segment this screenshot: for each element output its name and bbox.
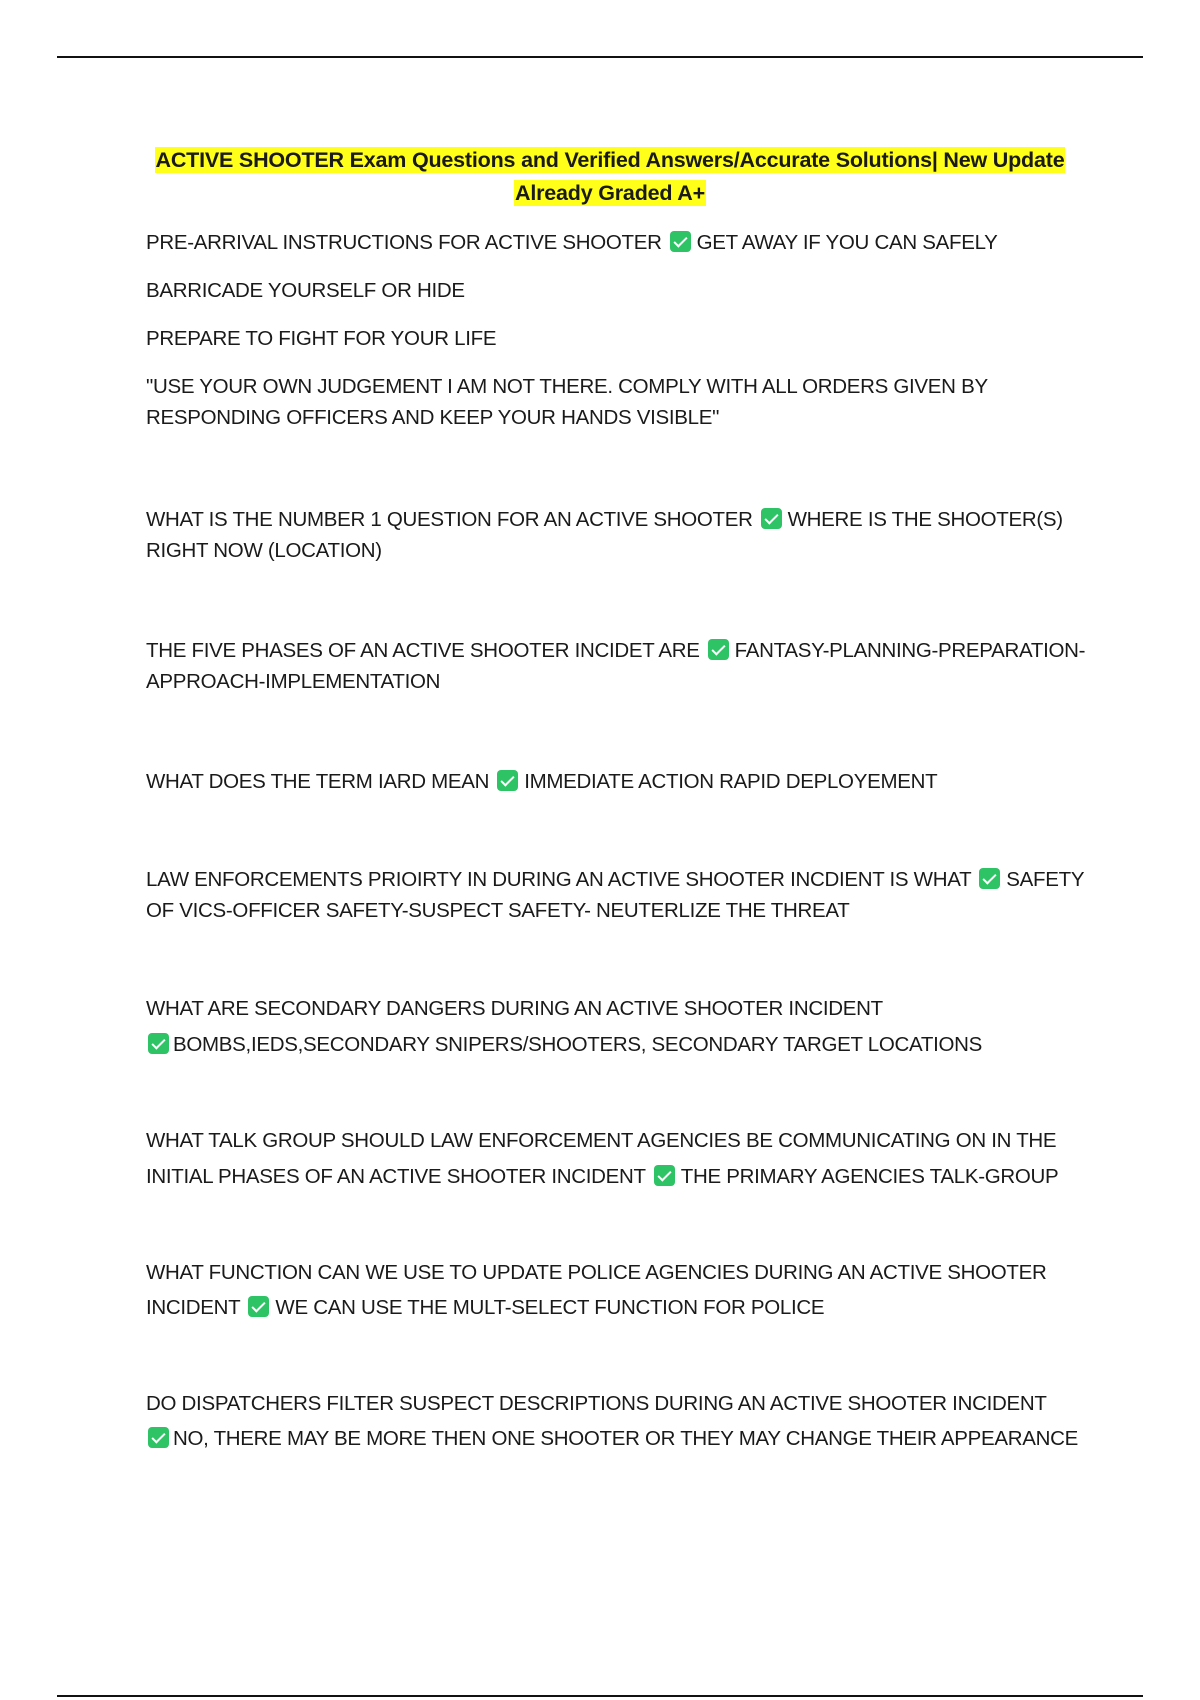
answer-text: WHERE IS THE SHOOTER(S) RIGHT NOW (LOCATION) — [146, 508, 1063, 562]
check-mark-icon — [148, 1033, 169, 1054]
qa-item — [146, 1386, 1092, 1456]
answer-text: FANTASY-PLANNING-PREPARATION-APPROACH-IMPLEMENTATION — [146, 639, 1086, 693]
answer-text: IMMEDIATE ACTION RAPID DEPLOYEMENT — [524, 770, 938, 793]
question-text: WHAT TALK GROUP SHOULD LAW ENFORCEMENT AGENCIES BE COMMUNICATING ON IN THE INITIAL PHASES OF AN ACTIVE SHOOTER INCIDENT — [146, 1129, 1057, 1188]
document-title — [145, 144, 1075, 210]
question-text: WHAT IS THE NUMBER 1 QUESTION FOR AN ACTIVE SHOOTER — [146, 508, 753, 531]
answer-text: WE CAN USE THE MULT-SELECT FUNCTION FOR POLICE — [275, 1296, 825, 1319]
question-text: THE FIVE PHASES OF AN ACTIVE SHOOTER INCIDET ARE — [146, 639, 700, 662]
qa-item — [146, 991, 1092, 1063]
qa-item — [146, 635, 1086, 697]
bottom-rule — [57, 1695, 1143, 1697]
answer-extra-line: PREPARE TO FIGHT FOR YOUR LIFE — [146, 327, 497, 350]
question-text: WHAT ARE SECONDARY DANGERS DURING AN ACTIVE SHOOTER INCIDENT — [146, 997, 883, 1020]
answer-text: GET AWAY IF YOU CAN SAFELY — [696, 231, 998, 254]
qa-item — [146, 1255, 1076, 1325]
check-mark-icon — [670, 231, 691, 252]
question-text: PRE-ARRIVAL INSTRUCTIONS FOR ACTIVE SHOOTER — [146, 231, 662, 254]
question-text: DO DISPATCHERS FILTER SUSPECT DESCRIPTIONS DURING AN ACTIVE SHOOTER INCIDENT — [146, 1392, 1047, 1415]
qa-item — [146, 227, 1092, 258]
check-mark-icon — [979, 868, 1000, 889]
check-mark-icon — [761, 508, 782, 529]
check-mark-icon — [654, 1165, 675, 1186]
answer-text: SAFETY OF VICS-OFFICER SAFETY-SUSPECT SAFETY- NEUTERLIZE THE THREAT — [146, 868, 1084, 922]
qa-item — [146, 864, 1094, 926]
answer-text: NO, THERE MAY BE MORE THEN ONE SHOOTER OR THEY MAY CHANGE THEIR APPEARANCE — [173, 1427, 1079, 1450]
check-mark-icon — [497, 770, 518, 791]
title-line-1: ACTIVE SHOOTER Exam Questions and Verified Answers/Accurate Solutions| New Update — [155, 148, 1065, 172]
answer-extra-line: BARRICADE YOURSELF OR HIDE — [146, 279, 465, 302]
qa-item — [146, 766, 1092, 797]
check-mark-icon — [248, 1296, 269, 1317]
question-text: LAW ENFORCEMENTS PRIOIRTY IN DURING AN ACTIVE SHOOTER INCDIENT IS WHAT — [146, 868, 972, 891]
question-text: WHAT DOES THE TERM IARD MEAN — [146, 770, 490, 793]
qa-item — [146, 1123, 1086, 1195]
answer-extra-line: "USE YOUR OWN JUDGEMENT I AM NOT THERE. COMPLY WITH ALL ORDERS GIVEN BY RESPONDING OFFICERS AND KEEP YOUR HANDS VISIBLE" — [146, 375, 988, 429]
check-mark-icon — [708, 639, 729, 660]
qa-item — [146, 504, 1076, 566]
check-mark-icon — [148, 1427, 169, 1448]
answer-text: BOMBS,IEDS,SECONDARY SNIPERS/SHOOTERS, SECONDARY TARGET LOCATIONS — [173, 1033, 983, 1056]
title-line-2: Already Graded A+ — [515, 181, 705, 205]
top-rule — [57, 56, 1143, 58]
question-text: WHAT FUNCTION CAN WE USE TO UPDATE POLICE AGENCIES DURING AN ACTIVE SHOOTER INCIDENT — [146, 1261, 1047, 1319]
answer-text: THE PRIMARY AGENCIES TALK-GROUP — [680, 1165, 1059, 1188]
